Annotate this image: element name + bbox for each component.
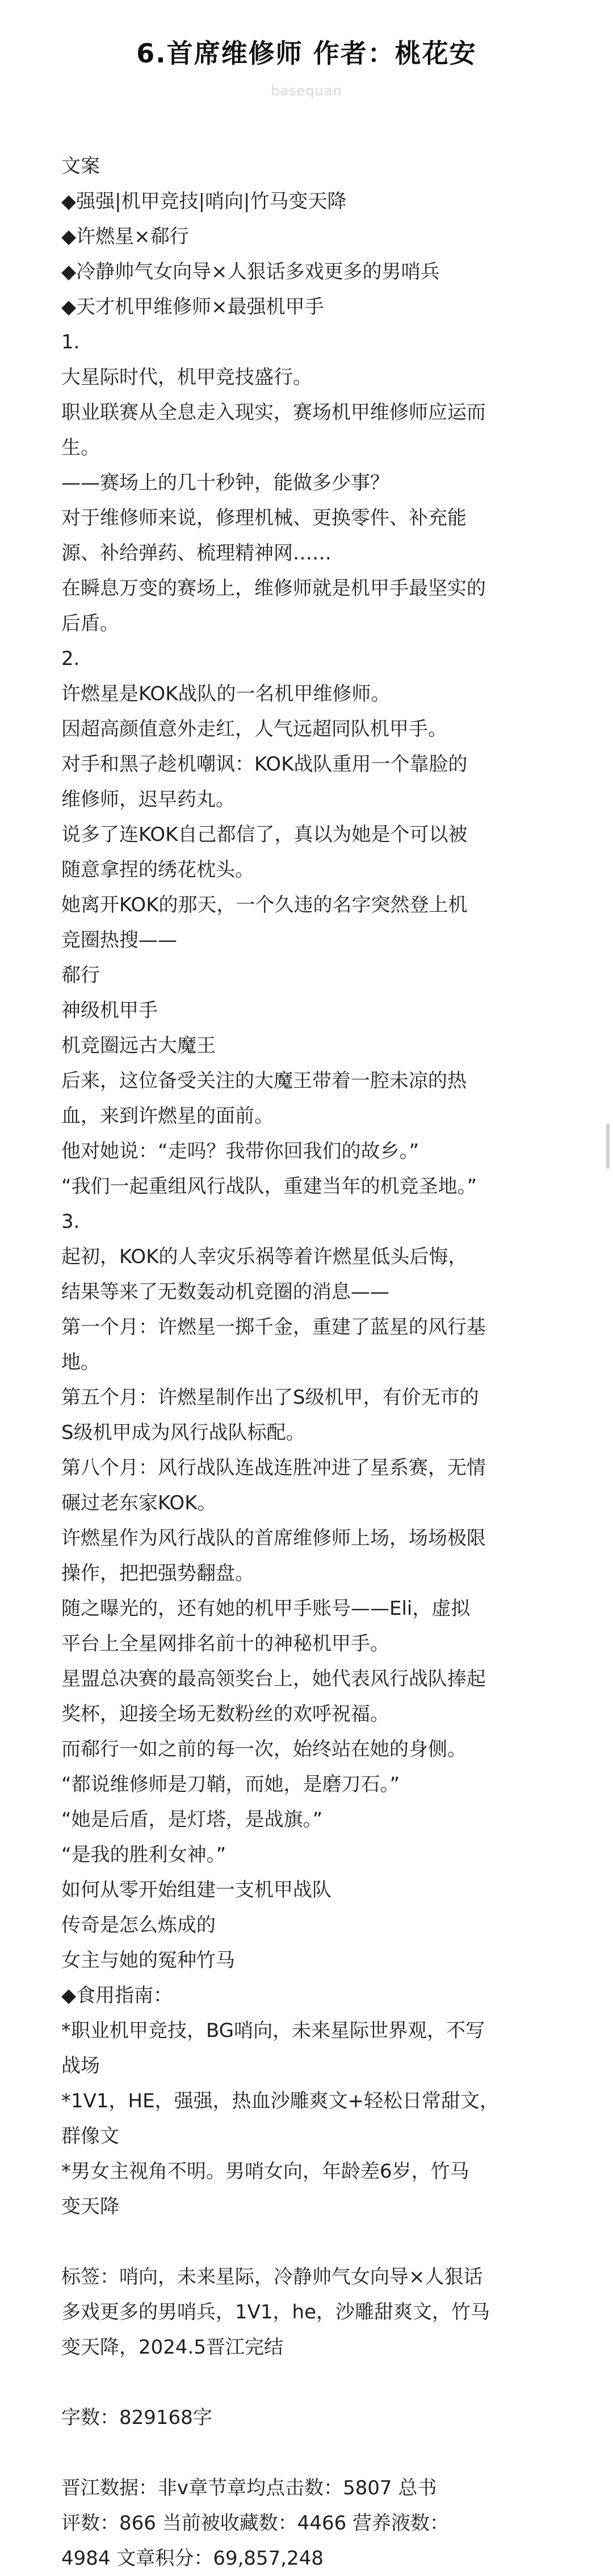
text-line: 2.: [61, 647, 80, 670]
text-line: ◆强强|机甲竞技|哨向|竹马变天降: [61, 190, 347, 213]
text-line: 她离开KOK的那天，一个久违的名字突然登上机: [61, 894, 468, 916]
text-line: 第一个月：许燃星一掷千金，重建了蓝星的风行基: [61, 1316, 486, 1338]
text-line: 职业联赛从全息走入现实，赛场机甲维修师应运而: [61, 401, 486, 424]
text-line: 传奇是怎么炼成的: [61, 1914, 216, 1937]
text-line: *职业机甲竞技，BG哨向，未来星际世界观，不写: [61, 2019, 485, 2042]
text-line: 许燃星作为风行战队的首席维修师上场，场场极限: [61, 1527, 486, 1550]
text-line: 血，来到许燃星的面前。: [61, 1105, 274, 1127]
page-title: 6.首席维修师 作者：桃花安: [136, 38, 477, 69]
text-line: 结果等来了无数轰动机竞圈的消息——: [61, 1281, 389, 1303]
text-line: 标签：哨向，未来星际，冷静帅气女向导×人狠话: [61, 2266, 483, 2288]
text-line: “我们一起重组风行战队，重建当年的机竞圣地。”: [61, 1175, 477, 1198]
text-line: 他对她说：“走吗？我带你回我们的故乡。”: [61, 1140, 419, 1163]
text-line: *男女主视角不明。男哨女向，年龄差6岁，竹马: [61, 2160, 469, 2183]
text-line: 在瞬息万变的赛场上，维修师就是机甲手最坚实的: [61, 577, 486, 600]
text-line: 奖杯，迎接全场无数粉丝的欢呼祝福。: [61, 1703, 389, 1725]
text-line: 4984 文章积分：69,857,248: [61, 2547, 324, 2570]
text-line: 第五个月：许燃星制作出了S级机甲，有价无市的: [61, 1386, 479, 1409]
text-line: ◆许燃星×郗行: [61, 225, 189, 248]
text-line: *1V1，HE，强强，热血沙雕爽文+轻松日常甜文，: [61, 2090, 499, 2112]
text-line: 变天降: [61, 2195, 119, 2218]
scrollbar-thumb[interactable]: [606, 1123, 610, 1169]
text-line: 郗行: [61, 964, 100, 987]
text-line: 如何从零开始组建一支机甲战队: [61, 1879, 331, 1901]
text-line: 随之曝光的，还有她的机甲手账号——Eli，虚拟: [61, 1597, 471, 1620]
text-line: 第八个月：风行战队连战连胜冲进了星系赛，无情: [61, 1457, 486, 1479]
text-line: 评数：866 当前被收藏数：4466 营养液数：: [61, 2512, 450, 2535]
text-line: 维修师，迟早药丸。: [61, 788, 235, 811]
text-line: “都说维修师是刀鞘，而她，是磨刀石。”: [61, 1773, 400, 1796]
text-line: 3.: [61, 1210, 80, 1233]
text-line: 对于维修师来说，修理机械、更换零件、补充能: [61, 507, 467, 529]
text-line: 因超高颜值意外走红，人气远超同队机甲手。: [61, 718, 447, 740]
watermark: basequan: [271, 83, 342, 99]
text-line: 地。: [61, 1351, 100, 1374]
text-line: 许燃星是KOK战队的一名机甲维修师。: [61, 683, 391, 705]
text-line: 变天降，2024.5晋江完结: [61, 2336, 283, 2359]
text-line: 竞圈热搜——: [61, 929, 177, 952]
text-line: 而郗行一如之前的每一次，始终站在她的身侧。: [61, 1738, 467, 1761]
text-line: ——赛场上的几十秒钟，能做多少事？: [61, 472, 389, 494]
text-line: 起初，KOK的人幸灾乐祸等着许燃星低头后悔，: [61, 1245, 468, 1268]
text-line: 随意拿捏的绣花枕头。: [61, 858, 254, 881]
text-line: 操作，把把强势翻盘。: [61, 1562, 254, 1585]
text-line: 1.: [61, 331, 80, 353]
text-line: 女主与她的冤种竹马: [61, 1949, 235, 1972]
text-line: 大星际时代，机甲竞技盛行。: [61, 366, 312, 389]
text-line: 星盟总决赛的最高领奖台上，她代表风行战队捧起: [61, 1668, 486, 1690]
synopsis-body: [61, 149, 561, 2576]
text-line: S级机甲成为风行战队标配。: [61, 1421, 305, 1444]
text-line: 群像文: [61, 2125, 119, 2148]
text-line: 多戏更多的男哨兵，1V1，he，沙雕甜爽文，竹马: [61, 2301, 490, 2324]
text-line: 晋江数据：非v章节章均点击数：5807 总书: [61, 2477, 437, 2499]
text-line: 平台上全星网排名前十的神秘机甲手。: [61, 1632, 389, 1655]
text-line: “是我的胜利女神。”: [61, 1843, 226, 1866]
text-line: 文案: [61, 155, 100, 178]
blank-line: [61, 2224, 561, 2259]
text-line: 机竞圈远古大魔王: [61, 1034, 216, 1057]
text-line: 后盾。: [61, 612, 119, 635]
text-line: 后来，这位备受关注的大魔王带着一腔未凉的热: [61, 1070, 467, 1092]
text-line: 说多了连KOK自己都信了，真以为她是个可以被: [61, 823, 468, 846]
text-line: 字数：829168字: [61, 2406, 212, 2429]
blank-line: [61, 2435, 561, 2470]
text-line: ◆天才机甲维修师×最强机甲手: [61, 296, 324, 318]
blank-line: [61, 2365, 561, 2400]
text-line: ◆冷静帅气女向导×人狠话多戏更多的男哨兵: [61, 260, 440, 283]
text-line: 碾过老东家KOK。: [61, 1492, 217, 1514]
text-line: 对手和黑子趁机嘲讽：KOK战队重用一个靠脸的: [61, 753, 468, 776]
text-line: 生。: [61, 436, 100, 459]
text-line: 源、补给弹药、梳理精神网……: [61, 542, 331, 565]
text-line: 神级机甲手: [61, 999, 158, 1022]
text-line: 战场: [61, 2055, 100, 2077]
text-line: ◆食用指南：: [61, 1984, 173, 2007]
text-line: “她是后盾，是灯塔，是战旗。”: [61, 1808, 323, 1831]
